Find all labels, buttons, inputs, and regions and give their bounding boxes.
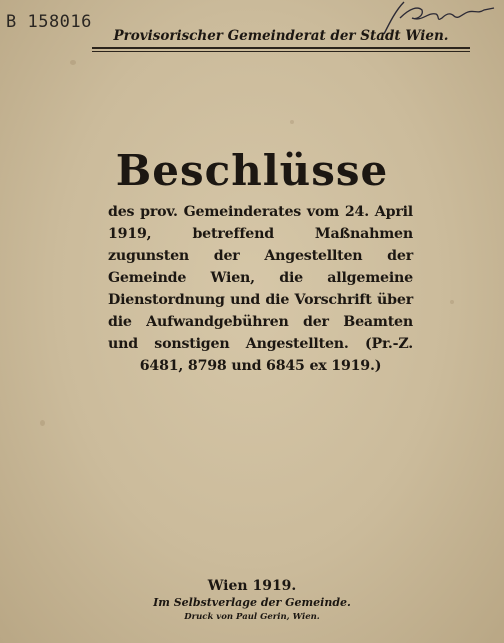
header-rule-thin <box>92 51 470 52</box>
document-title: Beschlüsse <box>115 146 389 195</box>
catalog-stamp: B 158016 <box>6 12 92 32</box>
paper-stain <box>70 60 76 65</box>
issuer-header: Provisorischer Gemeinderat der Stadt Wien. <box>113 28 449 44</box>
place-year: Wien 1919. <box>207 578 297 594</box>
paper-stain <box>450 300 454 304</box>
header-rule <box>92 47 470 49</box>
document-description: des prov. Gemeinderates vom 24. April 1919, betreffend Maßnahmen zugunsten der Angestellten der Gemeinde Wien, die allgemeine Dienstordnung und die Vorschrift über die Aufwandgebühren der Beamten und sonstigen Angestellten. (Pr.-Z. 6481, 8798 und 6845 ex 1919.) <box>108 204 413 374</box>
paper-stain <box>40 420 45 426</box>
paper-stain <box>290 120 294 124</box>
publisher-line: Im Selbstverlage der Gemeinde. <box>153 596 351 609</box>
printer-line: Druck von Paul Gerin, Wien. <box>184 612 320 622</box>
